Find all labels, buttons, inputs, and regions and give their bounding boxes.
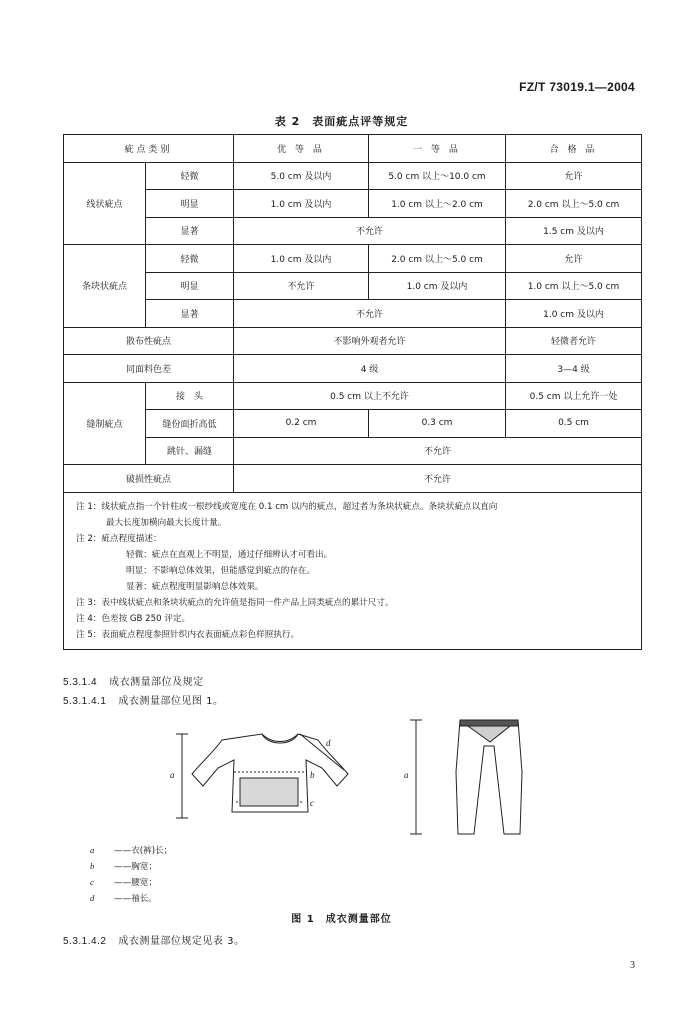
table-cell: 4 级 [234, 355, 506, 383]
table-notes [64, 492, 642, 649]
label-c: c [310, 798, 314, 808]
label-b: b [310, 770, 315, 780]
table-cell: 不允许 [234, 437, 642, 465]
note-line: 注 3：表中线状疵点和条块状疵点的允许值是指同一件产品上同类疵点的累计尺寸。 [76, 597, 394, 608]
table-cell: 0.3 cm [369, 410, 506, 438]
table-row [64, 300, 642, 328]
table-cell: 轻微者允许 [506, 327, 642, 355]
table-cell: 不影响外观者允许 [234, 327, 506, 355]
pants-waistband [460, 720, 518, 726]
table-cell: 5.0 cm 及以内 [234, 162, 369, 190]
legend-text: ——袖长。 [114, 894, 157, 904]
table-cell: 0.5 cm [506, 410, 642, 438]
note-line: 注 1：线状疵点指一个针柱或一根纱线或宽度在 0.1 cm 以内的疵点，超过者为条块状疵点。条块状疵点以直向 [76, 501, 498, 512]
level-label: 明显 [146, 272, 234, 300]
section-paragraph [63, 932, 244, 947]
knit-rib-panel [240, 778, 298, 806]
table-cell: 1.0 cm 及以内 [369, 272, 506, 300]
section-text: 成衣测量部位见图 1。 [118, 696, 224, 707]
table-cell: 1.0 cm 及以内 [234, 190, 369, 218]
table-cell: 0.2 cm [234, 410, 369, 438]
section-number: 5.3.1.4.2 [63, 936, 107, 947]
table-cell: 1.0 cm 以上～2.0 cm [369, 190, 506, 218]
defect-grading-table [63, 134, 642, 650]
legend-key: c [90, 877, 94, 887]
legend-key: a [90, 845, 95, 855]
level-label: 轻微 [146, 162, 234, 190]
table-cell: 不允许 [234, 272, 369, 300]
table-cell: 2.0 cm 以上～5.0 cm [506, 190, 642, 218]
category-sewing: 缝制疵点 [64, 382, 146, 465]
table-row [64, 162, 642, 190]
note-line: 最大长度加横向最大长度计量。 [106, 517, 227, 528]
label-d: d [326, 738, 331, 748]
category-scattered: 散布性疵点 [64, 327, 234, 355]
level-label: 显著 [146, 300, 234, 328]
table-cell: 0.5 cm 以上允许一处 [506, 382, 642, 410]
table-cell: 允许 [506, 162, 642, 190]
header-superior: 优 等 品 [234, 135, 369, 163]
table-notes-row [64, 492, 642, 649]
figure-title: 图 1 成衣测量部位 [291, 914, 392, 925]
legend-item [90, 843, 172, 859]
document-id: FZ/T 73019.1—2004 [519, 80, 635, 94]
figure-legend [90, 843, 172, 907]
table-title: 表 2 表面疵点评等规定 [274, 115, 409, 128]
table-row [64, 465, 642, 493]
note-line: 显著：疵点程度明显影响总体效果。 [126, 581, 264, 592]
level-label: 轻微 [146, 245, 234, 273]
label-a-pants: a [404, 770, 409, 780]
category-color-diff: 同面料色差 [64, 355, 234, 383]
level-label: 显著 [146, 217, 234, 245]
label-a: a [170, 770, 175, 780]
table-row [64, 382, 642, 410]
table-row [64, 410, 642, 438]
section-number: 5.3.1.4 [63, 677, 98, 688]
note-line: 注 2：疵点程度描述： [76, 533, 162, 544]
table-row [64, 217, 642, 245]
section-number: 5.3.1.4.1 [63, 696, 107, 707]
pants-crotch-panel [468, 726, 510, 742]
table-cell: 3—4 级 [506, 355, 642, 383]
table-cell: 1.0 cm 以上～5.0 cm [506, 272, 642, 300]
table-row [64, 437, 642, 465]
header-category: 疵点类别 [64, 135, 234, 163]
garment-illustration [160, 712, 560, 842]
category-block: 条块状疵点 [64, 245, 146, 328]
table-row [64, 272, 642, 300]
table-cell: 1.0 cm 及以内 [506, 300, 642, 328]
section-paragraph [63, 692, 223, 707]
level-label: 缝份面折高低 [146, 410, 234, 438]
legend-text: ——衣(裤)长； [114, 846, 173, 856]
page-number: 3 [630, 960, 635, 971]
table-cell: 5.0 cm 以上～10.0 cm [369, 162, 506, 190]
level-label: 接 头 [146, 382, 234, 410]
table-cell: 不允许 [234, 217, 506, 245]
table-row [64, 355, 642, 383]
header-first: 一 等 品 [369, 135, 506, 163]
category-linear: 线状疵点 [64, 162, 146, 245]
table-cell: 0.5 cm 以上不允许 [234, 382, 506, 410]
table-header-row [64, 135, 642, 163]
category-damage: 破损性疵点 [64, 465, 234, 493]
table-cell: 允许 [506, 245, 642, 273]
legend-key: b [90, 861, 95, 871]
note-line: 轻微：疵点在直观上不明显，通过仔细辨认才可看出。 [126, 549, 333, 560]
level-label: 明显 [146, 190, 234, 218]
table-row [64, 327, 642, 355]
table-row [64, 190, 642, 218]
legend-key: d [90, 893, 95, 903]
note-line: 明显：不影响总体效果，但能感觉到疵点的存在。 [126, 565, 316, 576]
section-text: 成衣测量部位规定见表 3。 [118, 936, 245, 947]
garment-measurement-figure [160, 712, 560, 842]
level-label: 跳针、漏缝 [146, 437, 234, 465]
table-cell: 1.5 cm 及以内 [506, 217, 642, 245]
legend-text: ——腰宽； [114, 878, 157, 888]
table-cell: 1.0 cm 及以内 [234, 245, 369, 273]
table-cell: 2.0 cm 以上～5.0 cm [369, 245, 506, 273]
table-cell: 不允许 [234, 465, 642, 493]
legend-item [90, 875, 172, 891]
legend-text: ——胸宽； [114, 862, 157, 872]
legend-item [90, 891, 172, 907]
legend-item [90, 859, 172, 875]
note-line: 注 4：色差按 GB 250 评定。 [76, 613, 191, 624]
section-heading [63, 673, 204, 688]
table-cell: 不允许 [234, 300, 506, 328]
note-line: 注 5：表面疵点程度参照针织内衣表面疵点彩色样照执行。 [76, 629, 300, 640]
table-row [64, 245, 642, 273]
header-qualified: 合 格 品 [506, 135, 642, 163]
section-text: 成衣测量部位及规定 [109, 677, 204, 688]
